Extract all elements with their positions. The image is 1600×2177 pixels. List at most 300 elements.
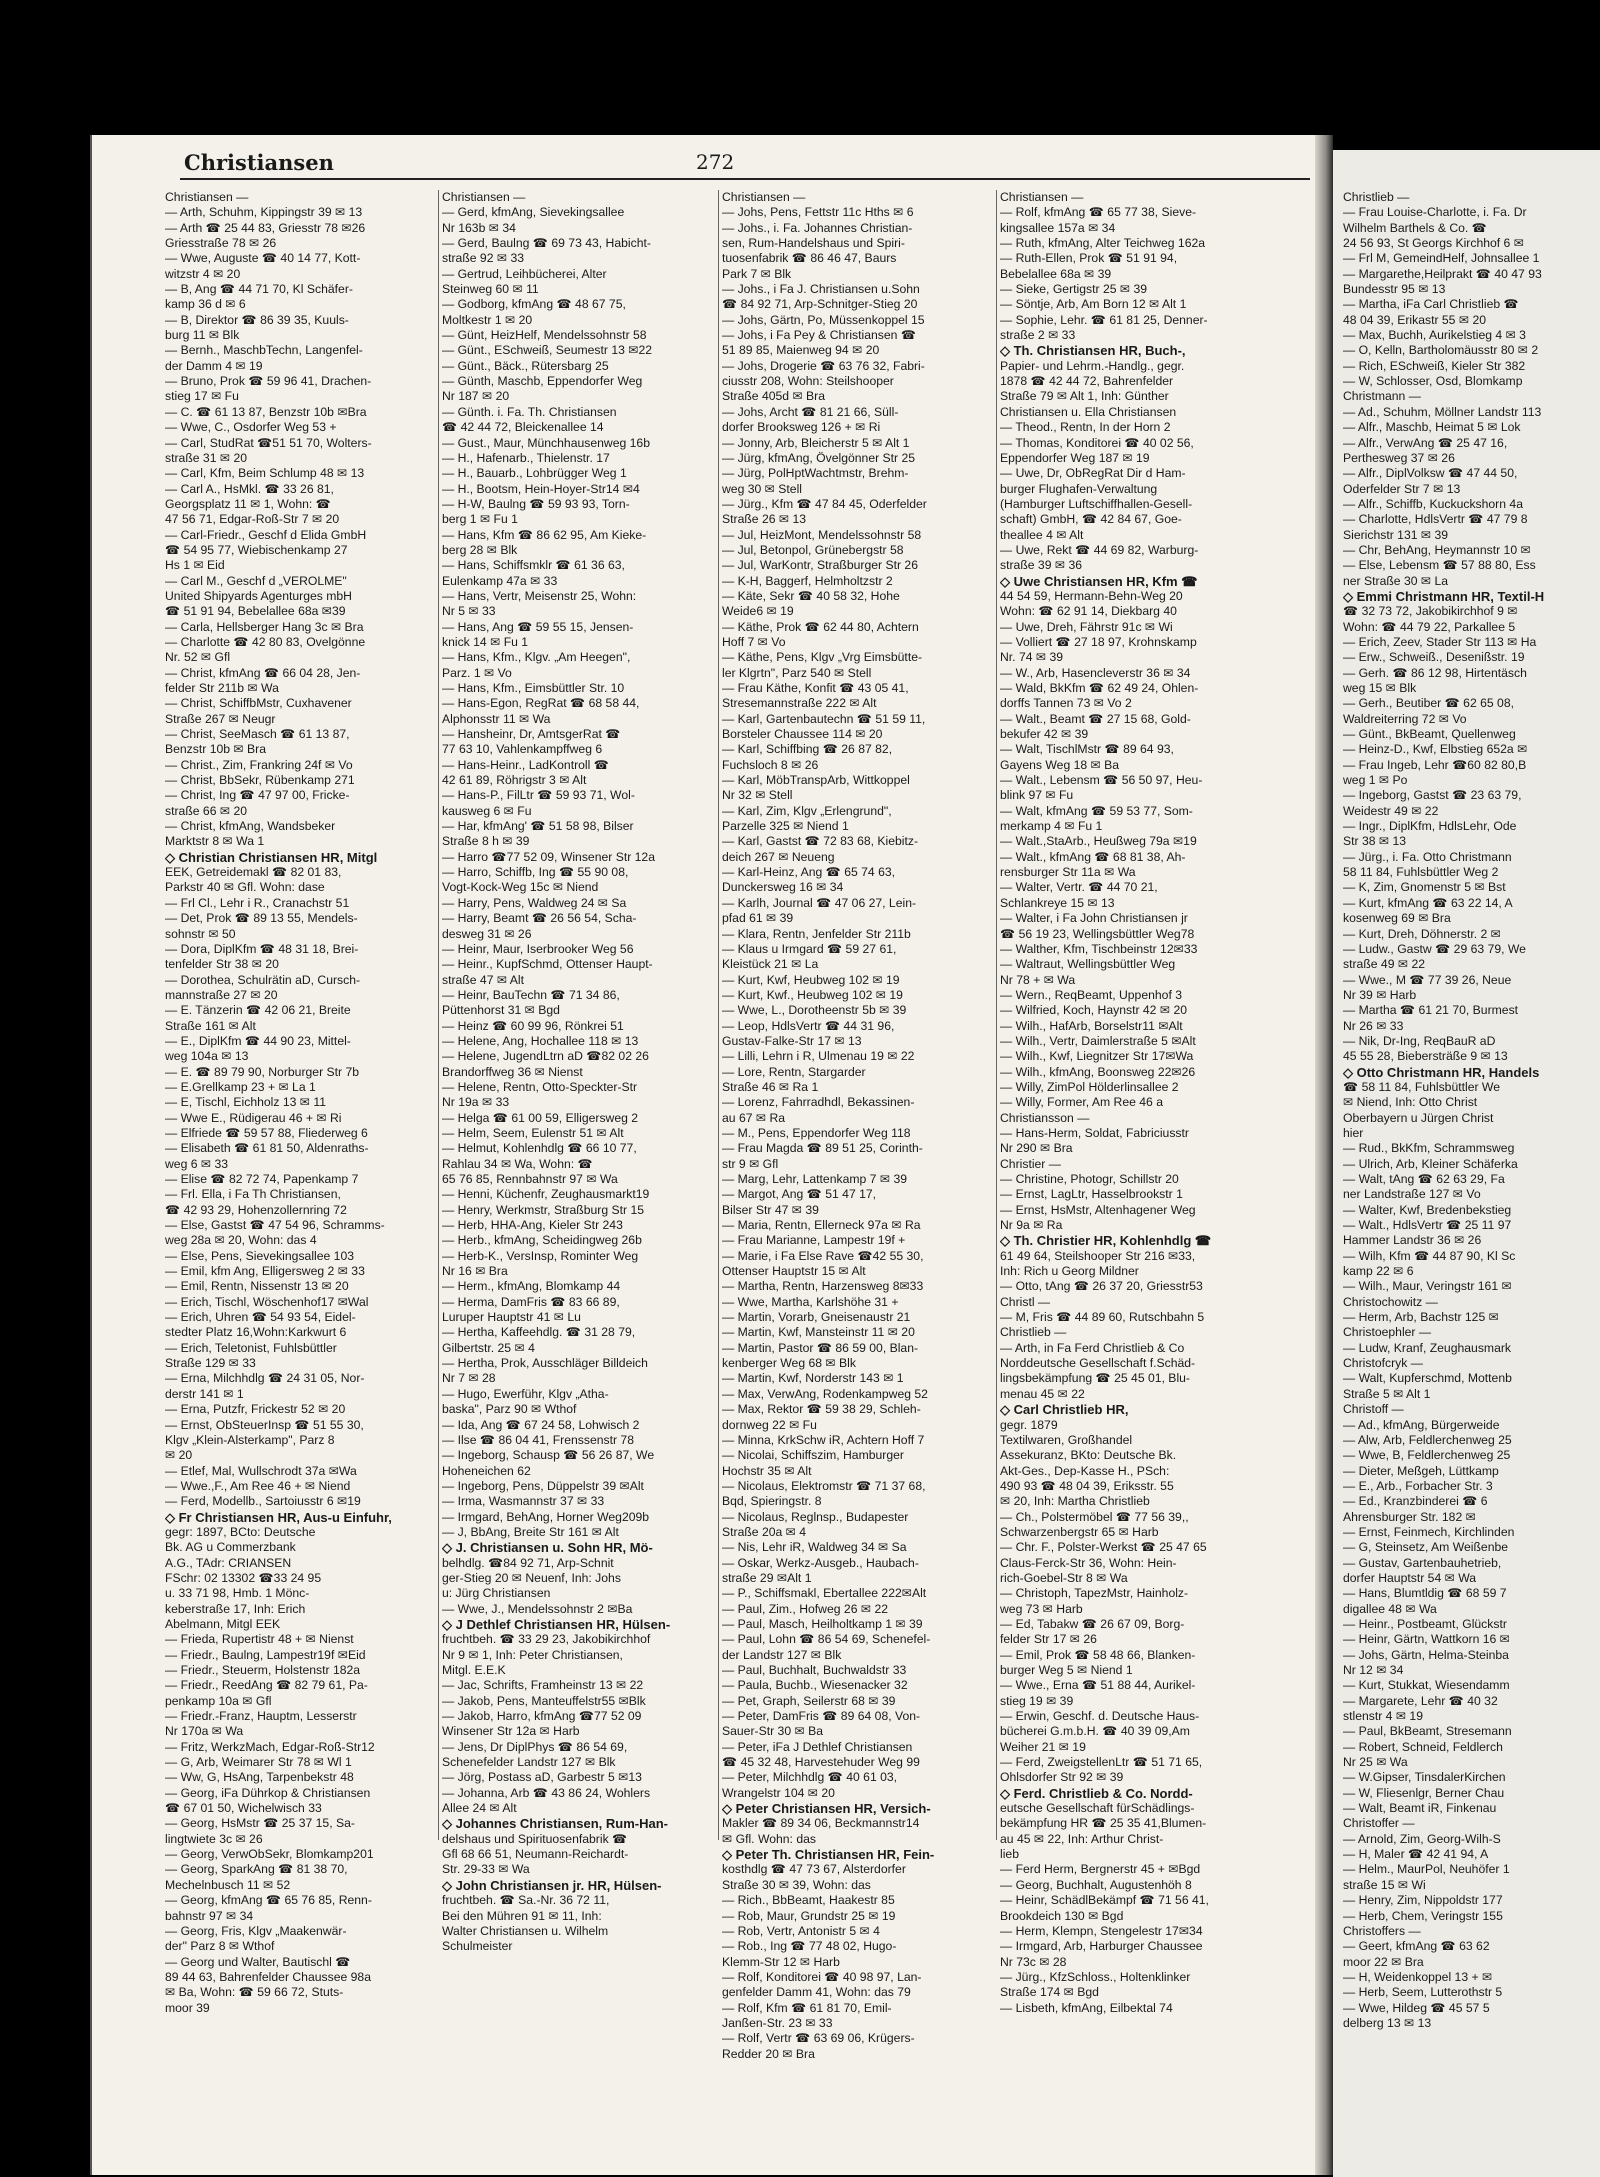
- directory-entry-line: Schulmeister: [442, 1939, 513, 1954]
- directory-entry-line: — Nicolaus, Reglnsp., Budapester: [722, 1509, 909, 1524]
- directory-entry-line: — Herb-K., VersInsp, Rominter Weg: [442, 1248, 639, 1263]
- directory-entry-line: Weidestr 49 ✉ 22: [1343, 803, 1439, 818]
- directory-entry-line: — Otto, tAng ☎ 26 37 20, Griesstr53: [1000, 1279, 1203, 1294]
- directory-entry-line: — Klaus u Irmgard ☎ 59 27 61,: [722, 941, 897, 956]
- directory-entry-line: Redder 20 ✉ Bra: [722, 2046, 815, 2061]
- directory-entry-line: Wohn: ☎ 62 91 14, Diekbarg 40: [1000, 604, 1177, 619]
- directory-entry-line: — Georg, HsMstr ☎ 25 37 15, Sa-: [165, 1816, 355, 1831]
- directory-entry-line: — Hansheinr, Dr, AmtsgerRat ☎: [442, 727, 621, 742]
- directory-entry-line: kingsallee 157a ✉ 34: [1000, 220, 1116, 235]
- directory-entry-line: — Jul, Betonpol, Grünebergstr 58: [722, 542, 904, 557]
- directory-entry-line: Christoffers —: [1343, 1923, 1421, 1938]
- directory-entry-line: 42 61 89, Röhrigstr 3 ✉ Alt: [442, 773, 587, 788]
- directory-entry-line: — Martin, Vorarb, Gneisenaustr 21: [722, 1310, 911, 1325]
- directory-entry-line: — Wwe, Martha, Karlshöhe 31 +: [722, 1294, 899, 1309]
- directory-entry-line: — Heinr., Postbeamt, Glückstr: [1343, 1616, 1507, 1631]
- directory-entry-line: Straße 79 ✉ Alt 1, Inh: Günther: [1000, 389, 1169, 404]
- directory-entry-line: theallee 4 ✉ Alt: [1000, 527, 1084, 542]
- directory-entry-line: Nr 7 ✉ 28: [442, 1371, 496, 1386]
- directory-entry-line: — Wwe, Auguste ☎ 40 14 77, Kott-: [165, 251, 361, 266]
- directory-entry-line: — Wwe, J., Mendelssohnstr 2 ✉Ba: [442, 1601, 633, 1616]
- directory-entry-line: — Henry, Zim, Nippoldstr 177: [1343, 1893, 1503, 1908]
- directory-entry-line: Christmann —: [1343, 389, 1421, 404]
- directory-entry-line: — Heinr., KupfSchmd, Ottenser Haupt-: [442, 957, 653, 972]
- directory-entry-line: sen, Rum-Handelshaus und Spiri-: [722, 236, 905, 251]
- page-number: 272: [696, 150, 735, 174]
- directory-entry-line: — Martin, Kwf, Mansteinstr 11 ✉ 20: [722, 1325, 915, 1340]
- directory-entry-line: kamp 36 d ✉ 6: [165, 297, 246, 312]
- directory-entry-line: Nr 187 ✉ 20: [442, 389, 510, 404]
- directory-entry-line: — Rob, Maur, Grundstr 25 ✉ 19: [722, 1908, 896, 1923]
- directory-entry-line: eutsche Gesellschaft fürSchädlings-: [1000, 1801, 1195, 1816]
- directory-entry-line: — P., Schiffsmakl, Ebertallee 222✉Alt: [722, 1586, 927, 1601]
- directory-entry-line: — Elfriede ☎ 59 57 88, Fliederweg 6: [165, 1125, 368, 1140]
- directory-entry-line: — Nik, Dr-Ing, ReqBauR aD: [1343, 1033, 1496, 1048]
- directory-entry-line: — Elise ☎ 82 72 74, Papenkamp 7: [165, 1172, 359, 1186]
- directory-entry-line: — Walt, TischlMstr ☎ 89 64 93,: [1000, 742, 1174, 757]
- directory-entry-line: Hs 1 ✉ Eid: [165, 558, 225, 573]
- directory-entry-line: — Johs, Archt ☎ 81 21 66, Süll-: [722, 404, 899, 419]
- directory-entry-line: — Günt, HeizHelf, Mendelssohnstr 58: [442, 328, 647, 343]
- directory-entry-line: — Alfr., DiplVolksw ☎ 47 44 50,: [1343, 466, 1518, 481]
- directory-entry-line: — Rolf, Konditorei ☎ 40 98 97, Lan-: [722, 1969, 922, 1984]
- directory-entry-line: — Georg und Walter, Bautischl ☎: [165, 1954, 351, 1969]
- directory-entry-line: — Ida, Ang ☎ 67 24 58, Lohwisch 2: [442, 1417, 640, 1432]
- directory-entry-line: — Peter, Milchhdlg ☎ 40 61 03,: [722, 1770, 898, 1785]
- directory-entry-line: berg 28 ✉ Blk: [442, 542, 518, 557]
- directory-entry-line: Straße 26 ✉ 13: [722, 512, 807, 527]
- directory-entry-line: — Helene, Ang, Hochallee 118 ✉ 13: [442, 1033, 639, 1048]
- directory-entry-line: ☎ 42 44 72, Bleickenallee 14: [442, 420, 604, 435]
- directory-entry-line: — Hertha, Kaffeehdlg. ☎ 31 28 79,: [442, 1325, 636, 1340]
- directory-entry-line: — Emil, Rentn, Nissenstr 13 ✉ 20: [165, 1279, 349, 1294]
- directory-entry-line: — Martha, iFa Carl Christlieb ☎: [1343, 297, 1519, 312]
- directory-entry-line: — Paul, Lohn ☎ 86 54 69, Schenefel-: [722, 1632, 931, 1647]
- directory-entry-line: — Friedr., Steuerm, Holstenstr 182a: [165, 1663, 361, 1677]
- directory-entry-line: — Erw., Schweiß., Desenißstr. 19: [1343, 650, 1525, 665]
- directory-entry-line: — Bernh., MaschbTechn, Langenfel-: [165, 343, 363, 358]
- directory-entry-line: — Max, VerwAng, Rodenkampweg 52: [722, 1386, 928, 1401]
- directory-entry-line: — H., Hafenarb., Thielenstr. 17: [442, 450, 610, 465]
- directory-entry-line: Schlankreye 15 ✉ 13: [1000, 895, 1115, 910]
- directory-entry-line: Park 7 ✉ Blk: [722, 266, 792, 281]
- directory-entry-line: — Karl, Schiffbing ☎ 26 87 82,: [722, 742, 893, 757]
- directory-entry-line: Nr 5 ✉ 33: [442, 604, 496, 619]
- directory-entry-line: — Kurt, Kwf, Heubweg 102 ✉ 19: [722, 972, 900, 987]
- directory-entry-line: Nr 170a ✉ Wa: [165, 1724, 244, 1739]
- directory-entry-line: weg 28a ✉ 20, Wohn: das 4: [165, 1233, 317, 1248]
- directory-entry-line: — Wwe, C., Osdorfer Weg 53 +: [165, 420, 337, 435]
- directory-entry-line: — Ferd, Modellb., Sartoiusstr 6 ✉19: [165, 1494, 361, 1509]
- directory-entry-line: — Jul, WarKontr, Straßburger Str 26: [722, 558, 918, 573]
- directory-entry-line: — Jakob, Pens, Manteuffelstr55 ✉Blk: [442, 1693, 646, 1708]
- directory-entry-line: Waldreiterring 72 ✉ Vo: [1343, 711, 1467, 726]
- directory-entry-line: — B, Ang ☎ 44 71 70, Kl Schäfer-: [165, 282, 353, 297]
- directory-entry-line: — Wwe., Erna ☎ 51 88 44, Aurikel-: [1000, 1678, 1196, 1693]
- directory-entry-line: — Walt, Kupferschmd, Mottenb: [1343, 1371, 1512, 1386]
- directory-entry-line: Hochstr 35 ✉ Alt: [722, 1463, 812, 1478]
- directory-entry-line: Nr. 74 ✉ 39: [1000, 650, 1064, 665]
- directory-entry-line: — Frau Louise-Charlotte, i. Fa. Dr: [1343, 205, 1527, 220]
- directory-entry-line: — Günth, Maschb, Eppendorfer Weg: [442, 374, 643, 389]
- directory-entry-line: — Alfr., Maschb, Heimat 5 ✉ Lok: [1343, 420, 1521, 435]
- directory-entry-line: lingtwiete 3c ✉ 26: [165, 1831, 263, 1846]
- directory-entry-line: berg 1 ✉ Fu 1: [442, 512, 518, 527]
- directory-entry-line: — Walther, Kfm, Tischbeinstr 12✉33: [1000, 941, 1198, 956]
- directory-entry-line: ◇ Johannes Christiansen, Rum-Han-: [442, 1816, 668, 1832]
- directory-entry-line: — Heinr, BauTechn ☎ 71 34 86,: [442, 987, 620, 1002]
- directory-entry-line: — Hans-Egon, RegRat ☎ 68 58 44,: [442, 696, 640, 711]
- directory-entry-line: — Walt.,StaArb., Heußweg 79a ✉19: [1000, 834, 1197, 849]
- directory-entry-line: — Sophie, Lehr. ☎ 61 81 25, Denner-: [1000, 312, 1208, 327]
- directory-entry-line: — Max, Rektor ☎ 59 38 29, Schleh-: [722, 1402, 921, 1417]
- directory-entry-line: — Jürg., i. Fa. Otto Christmann: [1343, 849, 1512, 864]
- directory-entry-line: Dunckersweg 16 ✉ 34: [722, 880, 844, 895]
- directory-entry-line: — Max, Buchh, Aurikelstieg 4 ✉ 3: [1343, 328, 1526, 343]
- directory-entry-line: kamp 22 ✉ 6: [1343, 1264, 1414, 1279]
- directory-entry-line: — Charlotte, HdlsVertr ☎ 47 79 8: [1343, 512, 1528, 527]
- directory-entry-line: — Christ., Zim, Frankring 24f ✉ Vo: [165, 757, 353, 772]
- directory-entry-line: ner Straße 30 ✉ La: [1343, 573, 1449, 588]
- right-page: [1333, 150, 1600, 2177]
- directory-entry-line: weg 1 ✉ Po: [1343, 773, 1408, 788]
- directory-entry-line: — Hans, Blumtldig ☎ 68 59 7: [1343, 1586, 1507, 1601]
- directory-entry-line: — Hans-Herm, Soldat, Fabriciusstr: [1000, 1125, 1189, 1140]
- directory-entry-line: Straße 161 ✉ Alt: [165, 1018, 256, 1033]
- directory-entry-line: EEK, Getreidemakl ☎ 82 01 83,: [165, 865, 342, 880]
- directory-entry-line: — Lisbeth, kfmAng, Eilbektal 74: [1000, 2000, 1173, 2015]
- header-word: Christiansen: [184, 150, 334, 175]
- directory-entry-line: Hoheneichen 62: [442, 1463, 531, 1478]
- directory-entry-line: — E. ☎ 89 79 90, Norburger Str 7b: [165, 1064, 360, 1079]
- directory-entry-line: 47 56 71, Edgar-Roß-Str 7 ✉ 20: [165, 512, 340, 527]
- directory-entry-line: Nr 26 ✉ 33: [1343, 1018, 1404, 1033]
- directory-entry-line: — Bruno, Prok ☎ 59 96 41, Drachen-: [165, 374, 372, 389]
- directory-entry-line: der Damm 4 ✉ 19: [165, 358, 263, 373]
- directory-entry-line: kenberger Weg 68 ✉ Blk: [722, 1356, 856, 1371]
- directory-entry-line: — Söntje, Arb, Am Born 12 ✉ Alt 1: [1000, 297, 1187, 312]
- directory-entry-line: — H., Bootsm, Hein-Hoyer-Str14 ✉4: [442, 481, 640, 496]
- directory-entry-line: Oberbayern u Jürgen Christ: [1343, 1110, 1494, 1125]
- directory-entry-line: — Johs, Pens, Fettstr 11c Hths ✉ 6: [722, 205, 914, 220]
- directory-entry-line: — Rob., Ing ☎ 77 48 02, Hugo-: [722, 1939, 897, 1954]
- directory-entry-line: — Wern., ReqBeamt, Uppenhof 3: [1000, 987, 1183, 1002]
- directory-entry-line: — Christine, Photogr, Schillstr 20: [1000, 1172, 1179, 1186]
- directory-entry-line: — Johs., i. Fa. Johannes Christian-: [722, 220, 913, 235]
- directory-entry-line: — Erich, Uhren ☎ 54 93 54, Eidel-: [165, 1310, 356, 1325]
- directory-entry-line: ✉ Niend, Inh: Otto Christ: [1343, 1095, 1478, 1110]
- directory-entry-line: Christiansen —: [442, 190, 526, 204]
- directory-entry-line: burger Flughafen-Verwaltung: [1000, 481, 1158, 496]
- directory-entry-line: Schenefelder Landstr 127 ✉ Blk: [442, 1755, 616, 1770]
- directory-column-2: [442, 190, 714, 1955]
- directory-entry-line: — W, Schlosser, Osd, Blomkamp: [1343, 374, 1523, 389]
- directory-entry-line: Abelmann, Mitgl EEK: [165, 1616, 281, 1631]
- directory-entry-line: — Friedr.-Franz, Hauptm, Lesserstr: [165, 1709, 357, 1724]
- directory-entry-line: — Wilh., Vertr, Daimlerstraße 5 ✉Alt: [1000, 1033, 1196, 1048]
- directory-entry-line: 65 76 85, Rennbahnstr 97 ✉ Wa: [442, 1172, 618, 1186]
- directory-entry-line: — Jürg, PolHptWachtmstr, Brehm-: [722, 466, 909, 481]
- directory-entry-line: Parzelle 325 ✉ Niend 1: [722, 819, 849, 834]
- directory-entry-line: — Karlh, Journal ☎ 47 06 27, Lein-: [722, 895, 917, 910]
- directory-entry-line: — Georg, VerwObSekr, Blomkamp201: [165, 1847, 374, 1862]
- directory-entry-line: — Friedr., Baulng, Lampestr19f ✉Eid: [165, 1647, 366, 1662]
- directory-entry-line: Str 38 ✉ 13: [1343, 834, 1407, 849]
- directory-entry-line: — Elisabeth ☎ 61 81 50, Aldenraths-: [165, 1141, 369, 1156]
- directory-entry-line: ☎ 56 19 23, Wellingsbüttler Weg78: [1000, 926, 1195, 941]
- directory-entry-line: — Uwe, Dreh, Fährstr 91c ✉ Wi: [1000, 619, 1173, 634]
- directory-entry-line: Klemm-Str 12 ✉ Harb: [722, 1954, 840, 1969]
- directory-entry-line: — Walter, Kwf, Bredenbekstieg: [1343, 1202, 1512, 1217]
- directory-entry-line: Nr 290 ✉ Bra: [1000, 1141, 1073, 1156]
- directory-entry-line: Gilbertstr. 25 ✉ 4: [442, 1340, 535, 1355]
- directory-entry-line: — Ruth, kfmAng, Alter Teichweg 162a: [1000, 236, 1206, 251]
- directory-entry-line: straße 47 ✉ Alt: [442, 972, 525, 987]
- directory-entry-line: ◇ Ferd. Christlieb & Co. Nordd-: [1000, 1785, 1193, 1801]
- directory-entry-line: — Erna, Milchhdlg ☎ 24 31 05, Nor-: [165, 1371, 365, 1386]
- directory-entry-line: gegr: 1897, BCto: Deutsche: [165, 1524, 316, 1539]
- directory-entry-line: — Ad., kfmAng, Bürgerweide: [1343, 1417, 1500, 1432]
- directory-entry-line: Nr 9a ✉ Ra: [1000, 1218, 1063, 1233]
- directory-entry-line: Klgv „Klein-Alsterkamp", Parz 8: [165, 1432, 335, 1447]
- directory-entry-line: Kleistück 21 ✉ La: [722, 957, 819, 972]
- directory-entry-line: ger-Stieg 20 ✉ Neuenf, Inh: Johs: [442, 1570, 621, 1585]
- directory-entry-line: ✉ Ba, Wohn: ☎ 59 66 72, Stuts-: [165, 1985, 344, 2000]
- directory-entry-line: — Gertrud, Leihbücherei, Alter: [442, 266, 607, 281]
- directory-entry-line: Christiansen —: [165, 190, 249, 204]
- directory-entry-line: Christiansen u. Ella Christiansen: [1000, 404, 1177, 419]
- directory-entry-line: — Rich., BbBeamt, Haakestr 85: [722, 1893, 895, 1908]
- directory-entry-line: — Walt., kfmAng ☎ 68 81 38, Ah-: [1000, 849, 1186, 864]
- directory-entry-line: straße 15 ✉ Wi: [1343, 1877, 1426, 1892]
- directory-entry-line: Textilwaren, Großhandel: [1000, 1432, 1133, 1447]
- directory-entry-line: — Wwe, B, Feldlerchenweg 25: [1343, 1448, 1511, 1463]
- directory-entry-line: Oderfelder Str 7 ✉ 13: [1343, 481, 1461, 496]
- directory-entry-line: ◇ Uwe Christiansen HR, Kfm ☎: [1000, 573, 1198, 589]
- directory-entry-line: — Gerh., Beutiber ☎ 62 65 08,: [1343, 696, 1514, 711]
- directory-entry-line: — Jakob, Harro, kfmAng ☎77 52 09: [442, 1709, 642, 1724]
- directory-entry-line: delberg 13 ✉ 13: [1343, 2015, 1432, 2030]
- directory-entry-line: — Hans, Kfm., Klgv. „Am Heegen",: [442, 650, 631, 665]
- directory-entry-line: Straße 405d ✉ Bra: [722, 389, 826, 404]
- directory-entry-line: — J, BbAng, Breite Str 161 ✉ Alt: [442, 1524, 619, 1539]
- directory-entry-line: keberstraße 17, Inh: Erich: [165, 1601, 306, 1616]
- directory-entry-line: dorfer Hauptstr 54 ✉ Wa: [1343, 1570, 1477, 1585]
- directory-entry-line: — Johanna, Arb ☎ 43 86 24, Wohlers: [442, 1785, 651, 1800]
- directory-entry-line: Benzstr 10b ✉ Bra: [165, 742, 266, 757]
- directory-entry-line: — Henni, Küchenfr, Zeughausmarkt19: [442, 1187, 650, 1202]
- directory-entry-line: FSchr: 02 13302 ☎33 24 95: [165, 1570, 322, 1585]
- directory-entry-line: — Georg, SparkAng ☎ 81 38 70,: [165, 1862, 348, 1877]
- directory-entry-line: — Ingeborg, Pens, Düppelstr 39 ✉Alt: [442, 1478, 644, 1493]
- directory-entry-line: witzstr 4 ✉ 20: [165, 266, 241, 281]
- directory-entry-line: — Wald, BkKfm ☎ 62 49 24, Ohlen-: [1000, 681, 1199, 695]
- directory-entry-line: — Herb., kfmAng, Scheidingweg 26b: [442, 1233, 642, 1248]
- directory-entry-line: straße 92 ✉ 33: [442, 251, 525, 266]
- directory-entry-line: — Karl, MöbTranspArb, Wittkoppel: [722, 773, 910, 788]
- directory-entry-line: Brookdeich 130 ✉ Bgd: [1000, 1908, 1124, 1923]
- directory-entry-line: Gfl 68 66 51, Neumann-Reichardt-: [442, 1847, 629, 1862]
- directory-entry-line: — Peter, DamFris ☎ 89 64 08, Von-: [722, 1709, 921, 1724]
- directory-entry-line: bekämpfung HR ☎ 25 35 41,Blumen-: [1000, 1816, 1207, 1831]
- directory-entry-line: — Carl, Kfm, Beim Schlump 48 ✉ 13: [165, 466, 365, 481]
- directory-entry-line: Wilhelm Barthels & Co. ☎: [1343, 220, 1487, 235]
- directory-entry-line: — Uwe, Dr, ObRegRat Dir d Ham-: [1000, 466, 1186, 481]
- directory-entry-line: — Kurt, Dreh, Döhnerstr. 2 ✉: [1343, 926, 1501, 941]
- directory-entry-line: Claus-Ferck-Str 36, Wohn: Hein-: [1000, 1555, 1177, 1570]
- directory-entry-line: delshaus und Spirituosenfabrik ☎: [442, 1831, 628, 1846]
- directory-entry-line: ☎ 51 91 94, Bebelallee 68a ✉39: [165, 604, 346, 619]
- directory-entry-line: digallee 48 ✉ Wa: [1343, 1601, 1437, 1616]
- directory-entry-line: Nr 16 ✉ Bra: [442, 1264, 508, 1279]
- directory-entry-line: — Nicolaus, Elektromstr ☎ 71 37 68,: [722, 1478, 926, 1493]
- directory-entry-line: Assekuranz, BKto: Deutsche Bk.: [1000, 1448, 1177, 1463]
- directory-entry-line: — Alw, Arb, Feldlerchenweg 25: [1343, 1432, 1512, 1447]
- directory-entry-line: — Helene, Rentn, Otto-Speckter-Str: [442, 1079, 638, 1094]
- directory-entry-line: weg 30 ✉ Stell: [722, 481, 802, 496]
- directory-entry-line: — Nicolai, Schiffszim, Hamburger: [722, 1448, 904, 1463]
- directory-entry-line: mannstraße 27 ✉ 20: [165, 987, 278, 1002]
- directory-entry-line: — H., Bauarb., Lohbrügger Weg 1: [442, 466, 627, 481]
- directory-entry-line: — B, Direktor ☎ 86 39 35, Kuuls-: [165, 312, 349, 327]
- directory-entry-line: — Volliert ☎ 27 18 97, Krohnskamp: [1000, 634, 1197, 649]
- directory-entry-line: der" Parz 8 ✉ Wthof: [165, 1939, 275, 1954]
- directory-entry-line: weg 15 ✉ Blk: [1343, 681, 1417, 695]
- directory-entry-line: Janßen-Str. 23 ✉ 33: [722, 2015, 833, 2030]
- directory-entry-line: — Wilh., HafArb, Borselstr11 ✉Alt: [1000, 1018, 1183, 1033]
- directory-entry-line: — Gerd, Baulng ☎ 69 73 43, Habicht-: [442, 236, 651, 251]
- directory-entry-line: — Heinr, Maur, Iserbrooker Weg 56: [442, 941, 634, 956]
- directory-entry-line: — Arth, Schuhm, Kippingstr 39 ✉ 13: [165, 205, 363, 220]
- directory-entry-line: — Martha, Rentn, Harzensweg 8✉33: [722, 1279, 924, 1294]
- directory-entry-line: — Ed, Tabakw ☎ 26 67 09, Borg-: [1000, 1616, 1185, 1631]
- directory-entry-line: dorfer Brooksweg 126 + ✉ Ri: [722, 420, 881, 435]
- directory-entry-line: 45 55 28, Biebersträße 9 ✉ 13: [1343, 1049, 1508, 1064]
- directory-entry-line: straße 66 ✉ 20: [165, 803, 248, 818]
- directory-entry-line: — Ferd, ZweigstellenLtr ☎ 51 71 65,: [1000, 1755, 1203, 1770]
- directory-entry-line: — Emil, kfm Ang, Elligersweg 2 ✉ 33: [165, 1264, 365, 1279]
- directory-entry-line: — Erna, Putzfr, Frickestr 52 ✉ 20: [165, 1402, 346, 1417]
- directory-entry-line: — Hans, Schiffsmklr ☎ 61 36 63,: [442, 558, 625, 573]
- directory-entry-line: — Käthe, Prok ☎ 62 44 80, Achtern: [722, 619, 919, 634]
- directory-entry-line: 1878 ☎ 42 44 72, Bahrenfelder: [1000, 374, 1174, 389]
- directory-entry-line: — Ludw, Kranf, Zeughausmark: [1343, 1340, 1511, 1355]
- directory-entry-line: Weide6 ✉ 19: [722, 604, 794, 619]
- directory-entry-line: stieg 19 ✉ 39: [1000, 1693, 1074, 1708]
- directory-entry-line: A.G., TAdr: CRIANSEN: [165, 1555, 292, 1570]
- directory-entry-line: — Else, Pens, Sievekingsallee 103: [165, 1248, 355, 1263]
- directory-entry-line: ☎ 58 11 84, Fuhlsbüttler We: [1343, 1079, 1500, 1094]
- directory-entry-line: — Wilh., Kwf, Liegnitzer Str 17✉Wa: [1000, 1049, 1194, 1064]
- directory-entry-line: — Kurt, kfmAng ☎ 63 22 14, A: [1343, 895, 1513, 910]
- directory-entry-line: Walter Christiansen u. Wilhelm: [442, 1923, 609, 1938]
- directory-entry-line: tenfelder Str 38 ✉ 20: [165, 957, 279, 972]
- directory-entry-line: — Christ, Ing ☎ 47 97 00, Fricke-: [165, 788, 350, 803]
- directory-entry-line: — Paul, BkBeamt, Stresemann: [1343, 1724, 1512, 1739]
- directory-entry-line: — Minna, KrkSchw iR, Achtern Hoff 7: [722, 1432, 925, 1447]
- directory-entry-line: — Wwe E., Rüdigerau 46 + ✉ Ri: [165, 1110, 342, 1125]
- directory-entry-line: — Gerh. ☎ 86 12 98, Hirtentäsch: [1343, 665, 1527, 680]
- directory-entry-line: u: Jürg Christiansen: [442, 1586, 551, 1601]
- directory-entry-line: Christl —: [1000, 1294, 1051, 1309]
- directory-entry-line: — Johs, Gärtn, Po, Müssenkoppel 15: [722, 312, 925, 327]
- directory-entry-line: weg 73 ✉ Harb: [1000, 1601, 1083, 1616]
- directory-entry-line: ler Klgrtn", Parz 540 ✉ Stell: [722, 665, 872, 680]
- directory-entry-line: au 45 ✉ 22, Inh: Arthur Christ-: [1000, 1831, 1164, 1846]
- directory-entry-line: — Ludw., Gastw ☎ 29 63 79, We: [1343, 941, 1526, 956]
- directory-entry-line: — Gerd, kfmAng, Sievekingsallee: [442, 205, 625, 220]
- directory-entry-line: au 67 ✉ Ra: [722, 1110, 786, 1125]
- directory-entry-line: — E. Tänzerin ☎ 42 06 21, Breite: [165, 1003, 351, 1018]
- directory-entry-line: Str. 29-33 ✉ Wa: [442, 1862, 530, 1877]
- directory-entry-line: — Käte, Sekr ☎ 40 58 32, Hohe: [722, 588, 900, 603]
- directory-entry-line: Nr 19a ✉ 33: [442, 1095, 510, 1110]
- directory-entry-line: schaft) GmbH, ☎ 42 84 67, Goe-: [1000, 512, 1182, 527]
- directory-entry-line: ciusstr 208, Wohn: Steilshooper: [722, 374, 894, 389]
- directory-entry-line: genfelder Damm 41, Wohn: das 79: [722, 1985, 911, 2000]
- directory-entry-line: ☎ 54 95 77, Wiebischenkamp 27: [165, 542, 348, 557]
- directory-entry-line: ✉ 20: [165, 1448, 193, 1463]
- directory-entry-line: — Uwe, Rekt ☎ 44 69 82, Warburg-: [1000, 542, 1199, 557]
- directory-entry-line: Nr 9 ✉ 1, Inh: Peter Christiansen,: [442, 1647, 623, 1662]
- directory-entry-line: — Rolf, kfmAng ☎ 65 77 38, Sieve-: [1000, 205, 1197, 220]
- directory-entry-line: felder Str 17 ✉ 26: [1000, 1632, 1097, 1647]
- directory-entry-line: — Hugo, Ewerführ, Klgv „Atha-: [442, 1386, 609, 1401]
- directory-entry-line: hier: [1343, 1125, 1364, 1140]
- directory-entry-line: rensburger Str 11a ✉ Wa: [1000, 865, 1136, 880]
- directory-entry-line: — Wilh., kfmAng, Boonsweg 22✉26: [1000, 1064, 1196, 1079]
- directory-entry-line: Nr 73c ✉ 28: [1000, 1954, 1067, 1969]
- directory-entry-line: Christiansen —: [1000, 190, 1084, 204]
- directory-entry-line: Inh: Rich u Georg Mildner: [1000, 1264, 1139, 1279]
- directory-entry-line: — Irmgard, Arb, Harburger Chaussee: [1000, 1939, 1203, 1954]
- directory-entry-line: — Frl. Ella, i Fa Th Christiansen,: [165, 1187, 341, 1202]
- directory-entry-line: — Robert, Schneid, Feldlerch: [1343, 1739, 1503, 1754]
- directory-entry-line: Hoff 7 ✉ Vo: [722, 634, 786, 649]
- directory-entry-line: ◇ Th. Christiansen HR, Buch-,: [1000, 343, 1186, 359]
- directory-entry-line: 44 54 59, Hermann-Behn-Weg 20: [1000, 588, 1183, 603]
- directory-entry-line: — Paul, Buchhalt, Buchwaldstr 33: [722, 1663, 907, 1677]
- directory-entry-line: — Dorothea, Schulrätin aD, Cursch-: [165, 972, 361, 987]
- directory-entry-line: penkamp 10a ✉ Gfl: [165, 1693, 272, 1708]
- directory-entry-line: derstr 141 ✉ 1: [165, 1386, 244, 1401]
- directory-entry-line: bücherei G.m.b.H. ☎ 40 39 09,Am: [1000, 1724, 1190, 1739]
- directory-entry-line: — Marie, i Fa Else Rave ☎42 55 30,: [722, 1248, 924, 1263]
- directory-entry-line: dorffs Tannen 73 ✉ Vo 2: [1000, 696, 1132, 711]
- directory-entry-line: — Wwe.,F., Am Ree 46 + ✉ Niend: [165, 1478, 351, 1493]
- directory-entry-line: Bqd, Spieringstr. 8: [722, 1494, 822, 1509]
- directory-entry-line: — C. ☎ 61 13 87, Benzstr 10b ✉Bra: [165, 404, 367, 419]
- directory-entry-line: Christofcryk —: [1343, 1356, 1423, 1371]
- directory-entry-line: — Frl Cl., Lehr i R., Cranachstr 51: [165, 895, 350, 910]
- directory-entry-line: — Helmut, Kohlenhdlg ☎ 66 10 77,: [442, 1141, 637, 1156]
- directory-entry-line: — Hans, Ang ☎ 59 55 15, Jensen-: [442, 619, 634, 634]
- directory-entry-line: — Rolf, Vertr ☎ 63 69 06, Krügers-: [722, 2031, 915, 2046]
- directory-entry-line: — Margot, Ang ☎ 51 47 17,: [722, 1187, 877, 1202]
- directory-entry-line: — Arth, in Fa Ferd Christlieb & Co: [1000, 1340, 1185, 1355]
- directory-entry-line: ☎ 67 01 50, Wichelwisch 33: [165, 1801, 322, 1816]
- directory-entry-line: — Gust., Maur, Münchhausenweg 16b: [442, 435, 650, 450]
- directory-entry-line: — Frieda, Rupertistr 48 + ✉ Nienst: [165, 1632, 354, 1647]
- directory-entry-line: — Helm., MaurPol, Neuhöfer 1: [1343, 1862, 1510, 1877]
- directory-entry-line: — Willy, Former, Am Ree 46 a: [1000, 1095, 1163, 1110]
- directory-entry-line: — Ingeborg, Schausp ☎ 56 26 87, We: [442, 1448, 655, 1463]
- directory-entry-line: fruchtbeh. ☎ Sa.-Nr. 36 72 11,: [442, 1893, 610, 1908]
- directory-entry-line: — Herm, Arb, Bachstr 125 ✉: [1343, 1310, 1499, 1325]
- directory-entry-line: ☎ 84 92 71, Arp-Schnitger-Stieg 20: [722, 297, 918, 312]
- directory-entry-line: stlenstr 4 ✉ 19: [1343, 1709, 1423, 1724]
- directory-entry-line: ✉ 20, Inh: Martha Christlieb: [1000, 1494, 1150, 1509]
